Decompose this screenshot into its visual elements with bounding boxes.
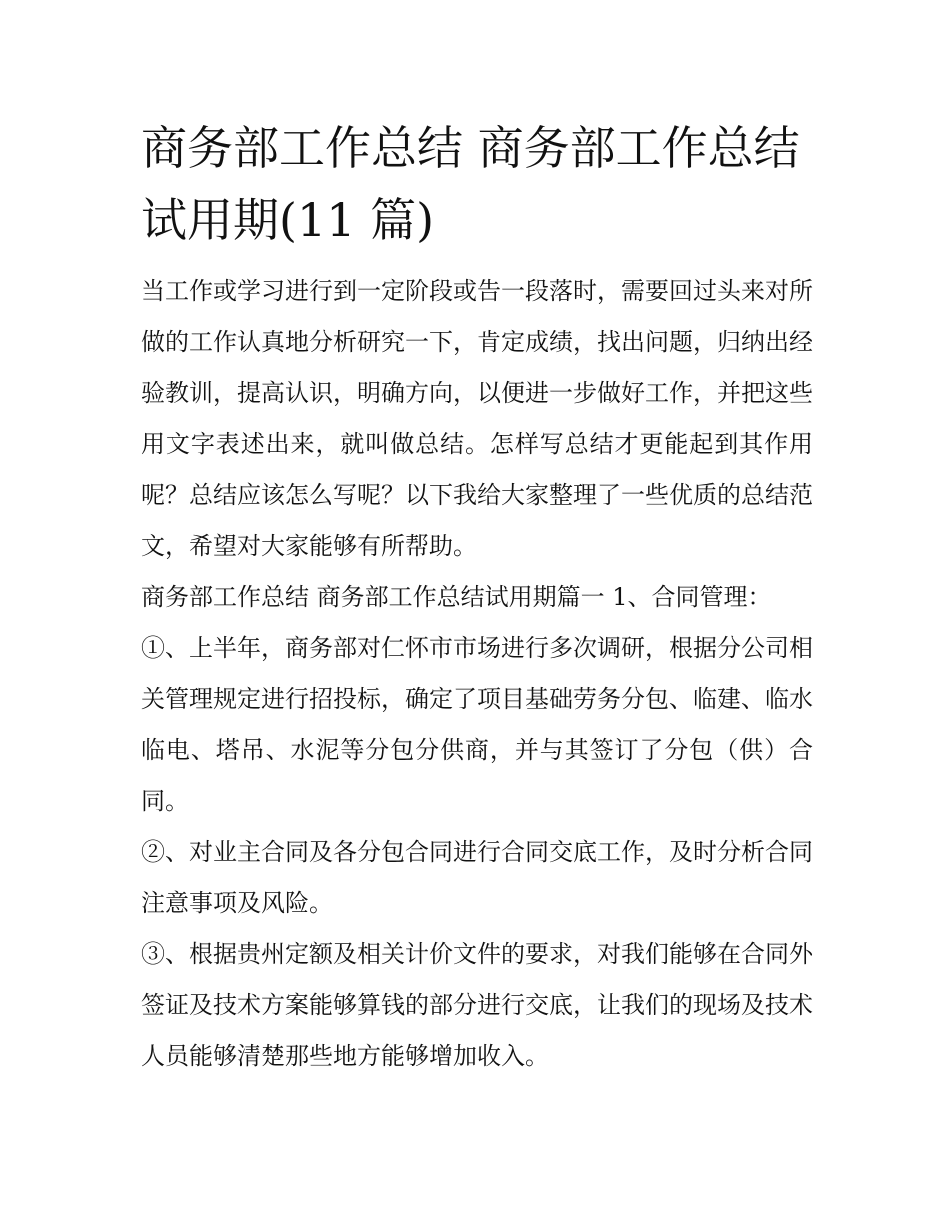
list-item: ①、上半年，商务部对仁怀市市场进行多次调研，根据分公司相关管理规定进行招投标，确定了项目基础劳务分包、临建、临水临电、塔吊、水泥等分包分供商，并与其签订了分包（供）合同。 xyxy=(141,634,813,815)
document-body xyxy=(141,112,813,1082)
section-heading: 商务部工作总结 商务部工作总结试用期篇一 1、合同管理： xyxy=(141,583,772,611)
document-title: 商务部工作总结 商务部工作总结试用期(11 篇) xyxy=(141,121,800,247)
list-item: ③、根据贵州定额及相关计价文件的要求，对我们能够在合同外签证及技术方案能够算钱的部分进行交底，让我们的现场及技术人员能够清楚那些地方能够增加收入。 xyxy=(141,940,813,1070)
list-item: ②、对业主合同及各分包合同进行合同交底工作，及时分析合同注意事项及风险。 xyxy=(141,838,813,917)
intro-paragraph: 当工作或学习进行到一定阶段或告一段落时，需要回过头来对所做的工作认真地分析研究一下，肯定成绩，找出问题，归纳出经验教训，提高认识，明确方向，以便进一步做好工作，并把这些用文字表述出来，就叫做总结。怎样写总结才更能起到其作用呢？总结应该怎么写呢？以下我给大家整理了一些优质的总结范文，希望对大家能够有所帮助。 xyxy=(141,277,813,560)
